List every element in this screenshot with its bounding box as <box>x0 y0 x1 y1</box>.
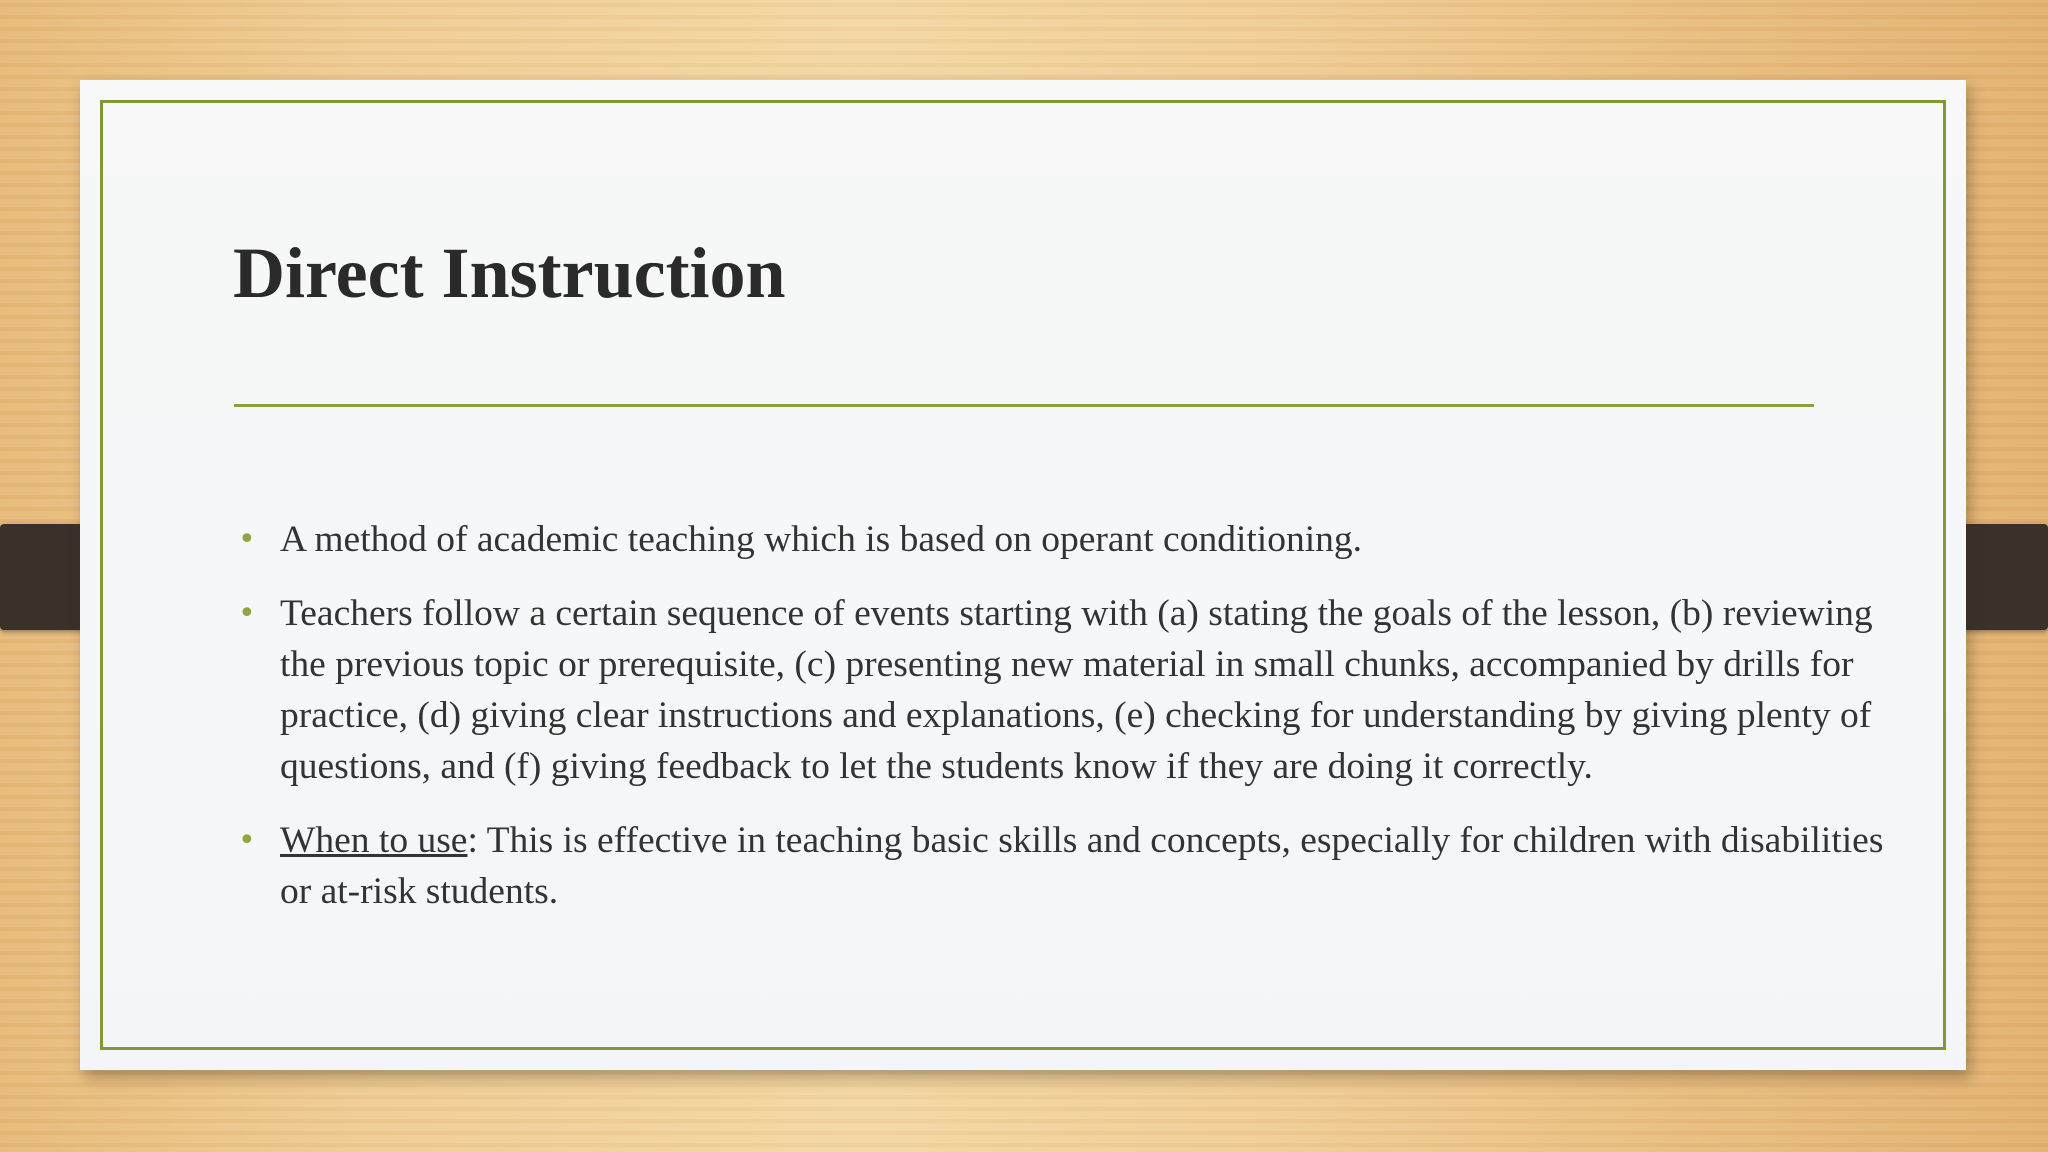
bullet-item-sequence <box>232 588 1892 792</box>
slide-card <box>80 80 1966 1070</box>
bullet-item-definition <box>232 514 1892 565</box>
bullet-list <box>232 514 1892 940</box>
bullet-text: A method of academic teaching which is based on operant conditioning. <box>280 519 1362 560</box>
when-to-use-label: When to use <box>280 820 468 861</box>
bullet-dot-icon: • <box>238 522 256 557</box>
bullet-dot-icon: • <box>238 823 256 858</box>
bullet-text: Teachers follow a certain sequence of events starting with (a) stating the goals of the lesson, (b) reviewing the previous topic or prerequisite, (c) presenting new material in small chunks, accompanied by drills for practice, (d) giving clear instructions and explanations, (e) checking for understanding by giving plenty of questions, and (f) giving feedback to let the students know if they are doing it correctly. <box>280 593 1873 787</box>
bullet-text: : This is effective in teaching basic skills and concepts, especially for children with disabilities or at-risk students. <box>280 820 1884 912</box>
bullet-dot-icon: • <box>238 596 256 631</box>
title-divider <box>234 404 1814 407</box>
bullet-item-when-to-use <box>232 815 1892 917</box>
slide-title: Direct Instruction <box>233 233 786 313</box>
